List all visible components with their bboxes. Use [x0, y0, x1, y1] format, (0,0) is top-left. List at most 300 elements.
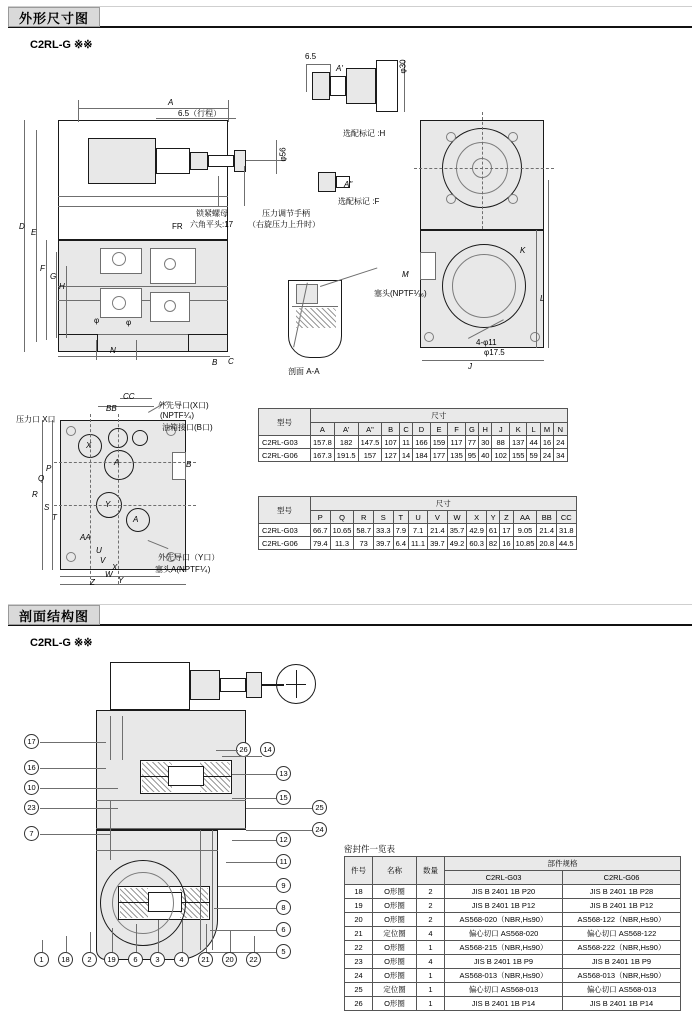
callout-15: 15: [276, 790, 291, 805]
cs-body-div-2: [96, 828, 246, 829]
seal-table-title: 密封件一览表: [344, 844, 396, 854]
ann-hex-flat: 六角平头:17: [190, 220, 234, 229]
seal-r1-qty: 2: [417, 899, 445, 913]
dim-letter-J: J: [468, 362, 472, 371]
seal-r7-name: 定位圈: [373, 983, 417, 997]
body-div-line-3: [58, 286, 228, 287]
seal-r6-g03: AS568-013（NBR,Hs90）: [445, 969, 563, 983]
leader-8: [214, 908, 276, 909]
dim-symbol-phi-2: φ: [126, 318, 132, 327]
dim2-row2-model: C2RL-G06: [259, 537, 311, 550]
leader-9: [218, 886, 276, 887]
dim-letter-K: K: [520, 246, 526, 255]
spring-housing: [88, 138, 156, 184]
dim-row2-model: C2RL-G06: [259, 449, 311, 462]
cs-spring-housing: [110, 662, 190, 710]
section-title-cross-section-box: [8, 605, 100, 625]
seal-col-qty: 数量: [417, 857, 445, 885]
dim2-row1-v7: 35.7: [447, 524, 467, 537]
ann-tank-port-b: 油箱接口(B口): [162, 423, 213, 432]
callout-14: 14: [260, 742, 275, 757]
callout-13: 13: [276, 766, 291, 781]
seal-r5-no: 23: [345, 955, 373, 969]
seal-r6-name: O形圈: [373, 969, 417, 983]
dim-row1-v5: 166: [413, 436, 431, 449]
callout-8: 8: [276, 900, 291, 915]
section-title-cross-section-text: 剖面结构图: [19, 608, 90, 624]
seal-r4-name: O形圈: [373, 941, 417, 955]
dim-symbol-phi-1: φ: [94, 316, 100, 325]
ann-cc: CC: [123, 392, 135, 401]
leader-15: [232, 798, 276, 799]
dim-ext-G: [56, 252, 57, 338]
dim-table-2-model-header: 型号: [259, 497, 311, 524]
ann-4-phi11: 4-φ11: [476, 338, 497, 347]
dim2-row1-v5: 7.1: [409, 524, 428, 537]
dim-row2-v0: 167.3: [311, 449, 335, 462]
callout-12: 12: [276, 832, 291, 847]
dim-col-E: E: [430, 423, 448, 436]
bolt-hole-c: [164, 258, 176, 270]
cs-handwheel-spoke-v: [296, 670, 297, 698]
ann-phi56: φ56: [278, 147, 288, 162]
adjust-screw-left: [208, 155, 234, 167]
seal-r6-qty: 1: [417, 969, 445, 983]
leader-23: [40, 808, 118, 809]
port-b-side: [172, 452, 186, 480]
dim2-col-W: W: [447, 511, 467, 524]
ann-x: X: [112, 563, 118, 572]
dim-row2-v1: 191.5: [334, 449, 358, 462]
dim2-row2-v2: 73: [354, 537, 374, 550]
seal-r5-name: O形圈: [373, 955, 417, 969]
dim-col-H: H: [479, 423, 492, 436]
callout-19: 19: [104, 952, 119, 967]
ann-q: Q: [38, 474, 45, 483]
seal-r4-no: 22: [345, 941, 373, 955]
dim2-row2-v11: 10.85: [513, 537, 537, 550]
dim2-row2-v13: 44.5: [557, 537, 577, 550]
seal-col-name: 名称: [373, 857, 417, 885]
ann-fr: FR: [172, 222, 183, 231]
dim-letter-G: G: [50, 272, 57, 281]
dim-row2-v12: 59: [527, 449, 540, 462]
dim2-col-R: R: [354, 511, 374, 524]
bolt-hole-d: [164, 300, 176, 312]
ann-v: V: [100, 556, 106, 565]
leader-5: [206, 952, 276, 953]
ann-r: R: [32, 490, 38, 499]
dim-row1-v4: 11: [399, 436, 412, 449]
ann-y: Y: [118, 576, 124, 585]
dim-col-B: B: [382, 423, 400, 436]
dim-letter-H: H: [59, 282, 65, 291]
dim-col-A2: A": [358, 423, 382, 436]
section-aa-hatch: [296, 308, 336, 328]
leader-12: [232, 840, 276, 841]
seal-r2-qty: 2: [417, 913, 445, 927]
dim-tick-N-2: [136, 340, 137, 360]
dim-table-1-span-header: 尺寸: [311, 409, 568, 423]
ann-nptf-quarter-1: (NPTF⅟₄): [160, 411, 195, 420]
dim2-row2-v0: 79.4: [311, 537, 331, 550]
dim2-row1-model: C2RL-G03: [259, 524, 311, 537]
model-label-outline: C2RL-G ※※: [30, 39, 93, 51]
dimension-table-1: [258, 408, 568, 462]
table-row: [345, 885, 681, 899]
seal-r5-g03: JIS B 2401 1B P9: [445, 955, 563, 969]
ann-w: W: [105, 570, 113, 579]
leader-7: [40, 834, 110, 835]
dim-row1-v2: 147.5: [358, 436, 382, 449]
seal-r3-name: 定位圈: [373, 927, 417, 941]
dim-col-A1: A': [334, 423, 358, 436]
dim-col-F: F: [448, 423, 466, 436]
detail-body-1: [330, 76, 346, 96]
leader-11: [226, 862, 276, 863]
dim-col-A: A: [311, 423, 335, 436]
mount-hole-tl: [66, 426, 76, 436]
bottom-view-bore-inner: [452, 254, 516, 318]
seal-r2-no: 20: [345, 913, 373, 927]
leader-b1: [42, 940, 43, 952]
dim-line-L: [536, 230, 537, 348]
dim-letter-D: D: [19, 222, 25, 231]
leader-b3: [158, 920, 159, 952]
dim-row1-v0: 157.8: [311, 436, 335, 449]
dim-row1-v6: 159: [430, 436, 448, 449]
ann-locknut: 锁紧螺母: [196, 209, 228, 218]
table-row: [259, 537, 577, 550]
seal-r1-g03: JIS B 2401 1B P12: [445, 899, 563, 913]
callout-4: 4: [174, 952, 189, 967]
dim2-row1-v6: 21.4: [428, 524, 448, 537]
dim2-col-AA: AA: [513, 511, 537, 524]
section-title-outline-box: [8, 7, 100, 27]
ann-phi17p5: φ17.5: [484, 348, 505, 357]
dim2-row2-v12: 20.8: [537, 537, 557, 550]
dim2-row2-v7: 49.2: [447, 537, 467, 550]
ann-port-letter-x: X: [86, 441, 92, 450]
port-cc-hole: [132, 430, 148, 446]
leader-26: [216, 750, 238, 751]
seal-r0-g06: JIS B 2401 1B P28: [563, 885, 681, 899]
seal-r3-no: 21: [345, 927, 373, 941]
callout-7: 7: [24, 826, 39, 841]
dim2-col-Y: Y: [486, 511, 499, 524]
callout-22: 22: [246, 952, 261, 967]
dim-row2-v2: 157: [358, 449, 382, 462]
seal-col-spec-group: 部件规格: [445, 857, 681, 871]
seal-r1-no: 19: [345, 899, 373, 913]
dim2-col-V: V: [428, 511, 448, 524]
dim2-row1-v10: 17: [500, 524, 513, 537]
ann-u: U: [96, 546, 102, 555]
table-row: [345, 983, 681, 997]
leader-b20: [230, 930, 231, 952]
top-view-bolt-2: [508, 132, 518, 142]
dim-row1-v13: 16: [540, 436, 553, 449]
leader-17: [40, 742, 106, 743]
lock-nut-left: [190, 152, 208, 170]
seal-r7-g03: 偏心切口 AS568-013: [445, 983, 563, 997]
dim-row2-v9: 40: [479, 449, 492, 462]
dim2-col-CC: CC: [557, 511, 577, 524]
bolt-hole-a: [112, 252, 126, 266]
dim-col-J: J: [492, 423, 510, 436]
seal-r1-name: O形圈: [373, 899, 417, 913]
dim2-row2-v8: 60.3: [467, 537, 487, 550]
table-row: [345, 997, 681, 1011]
seal-r5-g06: JIS B 2401 1B P9: [563, 955, 681, 969]
dim-row1-v1: 182: [334, 436, 358, 449]
mount-centerline-v2: [118, 414, 119, 584]
ann-p: P: [46, 464, 52, 473]
ann-option-f: 选配标记 :F: [338, 197, 380, 206]
seal-r6-no: 24: [345, 969, 373, 983]
ann-ext-pilot-y: 外先导口（Y口）: [158, 553, 220, 562]
table-row: [345, 899, 681, 913]
seal-r4-g03: AS568-215（NBR,Hs90）: [445, 941, 563, 955]
dim-col-M: M: [540, 423, 553, 436]
dim-line-J: [422, 360, 544, 361]
seal-r2-g06: AS568-122（NBR,Hs90）: [563, 913, 681, 927]
ann-port-letter-a: A: [114, 458, 120, 467]
phi56-ext: [276, 140, 277, 174]
seal-r7-g06: 偏心切口 AS568-013: [563, 983, 681, 997]
callout-16: 16: [24, 760, 39, 775]
seal-r4-qty: 1: [417, 941, 445, 955]
cs-passage-1: [110, 716, 111, 760]
dim-letter-A1: A': [336, 64, 343, 73]
dim-row2-v4: 14: [399, 449, 412, 462]
dim-col-L: L: [527, 423, 540, 436]
dim-table-1-header-row-1: [259, 409, 568, 423]
callout-24: 24: [312, 822, 327, 837]
section-aa-port: [296, 284, 318, 304]
dim-row2-v6: 177: [430, 449, 448, 462]
top-view-bolt-3: [446, 194, 456, 204]
dim-letter-C: C: [228, 357, 234, 366]
callout-3: 3: [150, 952, 165, 967]
cs-passage-3: [110, 800, 111, 860]
dim-tick-N-1: [96, 340, 97, 360]
dim-table-2-header-row-1: [259, 497, 577, 511]
section-header-cross-section: [8, 604, 692, 626]
dim2-row2-v3: 39.7: [374, 537, 394, 550]
dim2-col-X: X: [467, 511, 487, 524]
dim-letter-B: B: [212, 358, 218, 367]
callout-10: 10: [24, 780, 39, 795]
dim2-row2-v10: 16: [500, 537, 513, 550]
detail-nut-1: [312, 72, 330, 100]
seal-r0-name: O形圈: [373, 885, 417, 899]
cs-passage-2: [122, 716, 123, 760]
dim-row2-v14: 34: [554, 449, 567, 462]
bottom-view-hole-1: [424, 332, 434, 342]
dim-row1-v12: 44: [527, 436, 540, 449]
dim-letter-M: M: [402, 270, 409, 279]
dim2-col-Q: Q: [330, 511, 354, 524]
dim-letter-N: N: [110, 346, 116, 355]
ann-port-letter-a2: A: [133, 515, 139, 524]
mount-dim-ext-left2: [42, 420, 43, 570]
ann-ext-pilot-x: 外先导口(X口): [158, 401, 209, 410]
ann-z: Z: [90, 578, 95, 587]
seal-r3-g03: 偏心切口 AS568-020: [445, 927, 563, 941]
seal-r7-qty: 1: [417, 983, 445, 997]
body-div-line-4: [58, 300, 228, 301]
dim2-row2-v1: 11.3: [330, 537, 354, 550]
callout-21: 21: [198, 952, 213, 967]
dim-row1-v3: 107: [382, 436, 400, 449]
detail-hex-nut: [318, 172, 336, 192]
dim-row1-v7: 117: [448, 436, 466, 449]
ann-aa: AA: [80, 533, 91, 542]
seal-header-row-1: [345, 857, 681, 871]
ann-section-aa: 剖面 A-A: [288, 367, 320, 376]
mount-foot-left: [58, 334, 98, 352]
callout-5: 5: [276, 944, 291, 959]
body-div-line-1: [58, 196, 228, 197]
leader-locknut: [218, 176, 219, 206]
seal-r0-qty: 2: [417, 885, 445, 899]
seal-r8-g03: JIS B 2401 1B P14: [445, 997, 563, 1011]
cs-spool-upper: [168, 766, 204, 786]
leader-b21: [206, 924, 207, 952]
leader-handle: [244, 166, 245, 206]
cs-lower-bore-inner: [112, 872, 174, 934]
callout-1: 1: [34, 952, 49, 967]
dim-row1-v14: 24: [554, 436, 567, 449]
ann-phi30: φ30: [398, 59, 408, 74]
section-header-outline: [8, 6, 692, 28]
leader-b2: [90, 932, 91, 952]
dim2-col-S: S: [374, 511, 394, 524]
seal-r6-g06: AS568-013（NBR,Hs90）: [563, 969, 681, 983]
bolt-hole-b: [112, 296, 126, 310]
ann-stroke-top: 6.5（行程）: [178, 109, 222, 118]
dim-col-N: N: [554, 423, 567, 436]
table-row: [259, 524, 577, 537]
ann-s: S: [44, 503, 50, 512]
leader-25: [246, 808, 312, 809]
dim2-row1-v12: 21.4: [537, 524, 557, 537]
mount-centerline-h2: [54, 505, 196, 506]
ann-bb: BB: [106, 404, 117, 413]
table-row: [345, 955, 681, 969]
leader-16: [40, 768, 106, 769]
top-view-bolt-1: [446, 132, 456, 142]
callout-6-right: 6: [276, 922, 291, 937]
leader-b6: [136, 924, 137, 952]
cs-passage-5: [212, 830, 213, 950]
ann-plug-a-nptf: 塞头A(NPTF⅟₄): [155, 565, 211, 574]
dim-row2-v3: 127: [382, 449, 400, 462]
body-div-line-2: [58, 206, 228, 207]
seal-r8-name: O形圈: [373, 997, 417, 1011]
dim2-row1-v3: 33.3: [374, 524, 394, 537]
dim-row2-v7: 135: [448, 449, 466, 462]
dim-row2-v13: 24: [540, 449, 553, 462]
ann-pressure-handle: 压力调节手柄: [262, 209, 310, 218]
dim2-row1-v2: 58.7: [354, 524, 374, 537]
table-row: [345, 969, 681, 983]
callout-26: 26: [236, 742, 251, 757]
ann-port-letter-b: B: [186, 460, 192, 469]
top-view-centerline-h: [414, 168, 554, 169]
callout-20: 20: [222, 952, 237, 967]
dim-ext-H: [66, 266, 67, 338]
dim-ext-D: [24, 120, 25, 352]
seal-r1-g06: JIS B 2401 1B P12: [563, 899, 681, 913]
dim2-row1-v8: 42.9: [467, 524, 487, 537]
mount-hole-bl: [66, 552, 76, 562]
dim-col-G: G: [465, 423, 478, 436]
table-row: [259, 449, 568, 462]
dim2-row1-v4: 7.9: [393, 524, 408, 537]
bottom-view-side-port: [420, 252, 436, 280]
dim-table-2-span-header: 尺寸: [311, 497, 577, 511]
leader-b19: [112, 928, 113, 952]
dim2-col-U: U: [409, 511, 428, 524]
mount-centerline-v1: [90, 414, 91, 584]
table-row: [345, 913, 681, 927]
dim2-row2-v4: 6.4: [393, 537, 408, 550]
leader-b4: [182, 920, 183, 952]
dim-letter-A2: A": [344, 180, 353, 189]
callout-6-bottom: 6: [128, 952, 143, 967]
model-label-cross-section: C2RL-G ※※: [30, 637, 93, 649]
leader-10: [40, 788, 118, 789]
seal-r0-no: 18: [345, 885, 373, 899]
dim-row1-v8: 77: [465, 436, 478, 449]
callout-9: 9: [276, 878, 291, 893]
table-row: [259, 436, 568, 449]
bottom-view-hole-2: [530, 332, 540, 342]
dim2-row1-v9: 61: [486, 524, 499, 537]
seal-r8-g06: JIS B 2401 1B P14: [563, 997, 681, 1011]
callout-17: 17: [24, 734, 39, 749]
leader-b18: [66, 936, 67, 952]
seal-r2-name: O形圈: [373, 913, 417, 927]
ann-option-h: 选配标记 :H: [343, 129, 386, 138]
table-row: [345, 927, 681, 941]
ann-6p5: 6.5: [305, 52, 317, 61]
dim2-col-Z: Z: [500, 511, 513, 524]
leader-24: [246, 830, 312, 831]
dim-letter-E: E: [31, 228, 37, 237]
dim2-col-T: T: [393, 511, 408, 524]
dim-col-C: C: [399, 423, 412, 436]
cs-body-div-1: [96, 800, 246, 801]
dim2-row1-v0: 66.7: [311, 524, 331, 537]
ann-port-letter-y: Y: [105, 500, 111, 509]
ann-t: T: [52, 513, 57, 522]
dim2-row2-v9: 82: [486, 537, 499, 550]
dim-row2-v11: 155: [509, 449, 527, 462]
seal-table: [344, 856, 681, 1011]
leader-6r: [210, 930, 276, 931]
leader-14: [222, 756, 262, 757]
ann-pressure-port-x: 压力口 X口: [16, 415, 56, 424]
dim2-row2-v5: 11.1: [409, 537, 428, 550]
dim-col-D: D: [413, 423, 431, 436]
detail-knob-shaft: [346, 68, 376, 104]
seal-col-no: 件号: [345, 857, 373, 885]
leader-13: [232, 774, 276, 775]
seal-r7-no: 25: [345, 983, 373, 997]
